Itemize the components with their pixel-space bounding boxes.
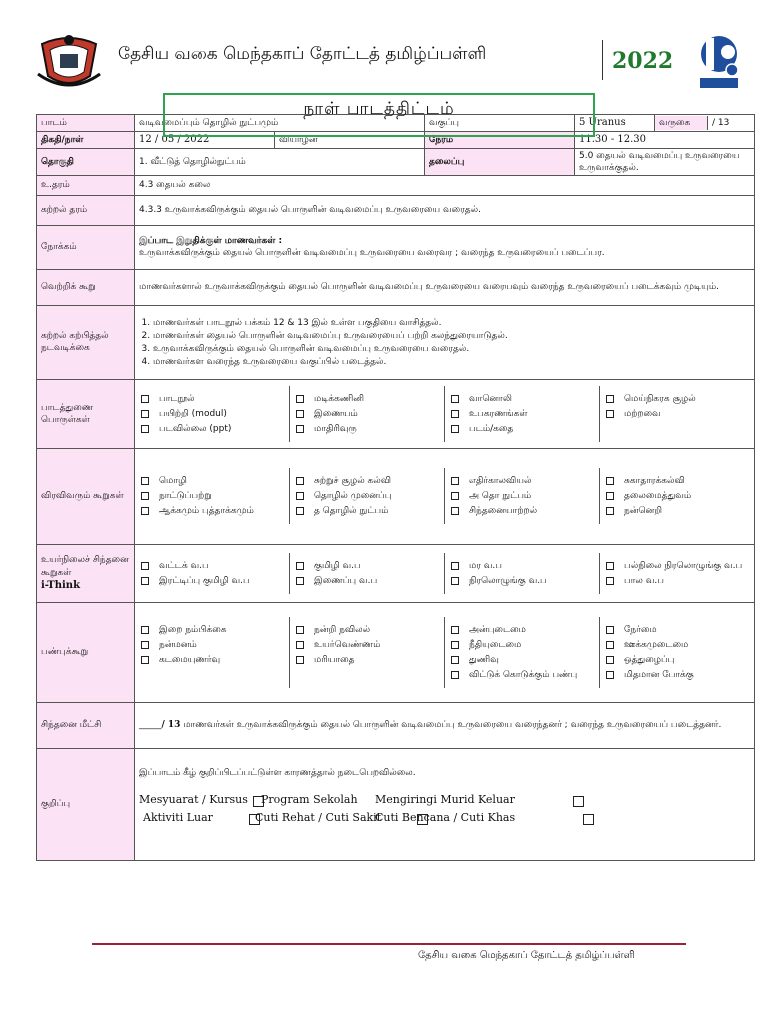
objective-line1: இப்பாட இறுதிக்குள் மாணவர்கள் : xyxy=(139,236,283,247)
objective-cell xyxy=(135,225,755,269)
hots-label: உயர்நிலைச் சிந்தனை கூறுகள் xyxy=(41,555,129,578)
materials-option-label: பயிற்றி (modul) xyxy=(159,408,227,419)
values-option-label: துணிவு xyxy=(469,654,499,665)
cross-checkbox[interactable] xyxy=(296,507,304,515)
values-option xyxy=(449,624,595,636)
cross-checkbox[interactable] xyxy=(141,492,149,500)
header-divider xyxy=(602,40,603,80)
standard-value: 4.3 தையல் கலை xyxy=(135,175,755,195)
attendance-value: / 13 xyxy=(707,116,754,130)
materials-checkbox[interactable] xyxy=(296,410,304,418)
cross-option xyxy=(139,505,285,517)
reflection-cell xyxy=(135,702,755,748)
reflection-text: மாணவர்கள் உருவாக்கவிருக்கும் தையல் பொருளின் வடிவமைப்பு உருவரையை வரைந்தனர் ; வரைந்த உருவரையைப் படைத்தனர். xyxy=(180,720,722,731)
learning-standard-label: கற்றல் தரம் xyxy=(37,195,135,225)
ithink-option xyxy=(604,560,750,572)
materials-grid xyxy=(135,379,755,448)
ithink-column xyxy=(289,553,444,594)
cross-option-label: சிந்தனையாற்றல் xyxy=(469,506,538,517)
cross-option-label: அ தொ நுட்பம் xyxy=(469,491,532,502)
ithink-checkbox[interactable] xyxy=(451,562,459,570)
activity-item: 4. மாணவர்கள வரைந்த உருவரையை வகுப்பில் படைத்தல். xyxy=(153,356,750,368)
objective-label: நோக்கம் xyxy=(37,225,135,269)
values-option-label: உயர்வெண்ணம் xyxy=(314,639,381,650)
ithink-option xyxy=(449,560,595,572)
materials-label: பாடத்துணை பொருள்கள் xyxy=(37,379,135,448)
ithink-option-label: நிரலொழுங்கு வ.ப xyxy=(469,575,547,586)
ithink-option xyxy=(604,575,750,587)
values-checkbox[interactable] xyxy=(451,626,459,634)
ithink-option xyxy=(139,575,285,587)
materials-column xyxy=(599,386,754,442)
values-checkbox[interactable] xyxy=(296,626,304,634)
cross-option xyxy=(449,475,595,487)
ithink-checkbox[interactable] xyxy=(141,562,149,570)
class-label: வகுப்பு xyxy=(429,117,459,128)
reason-program-checkbox[interactable] xyxy=(573,796,584,807)
materials-option xyxy=(294,423,440,435)
cross-option-label: நாட்டுப்பற்று xyxy=(159,491,212,502)
cross-checkbox[interactable] xyxy=(451,477,459,485)
ithink-option xyxy=(139,560,285,572)
date-label: திகதி/நாள் xyxy=(37,132,135,149)
ithink-option-label: இணைப்பு வ.ப xyxy=(314,575,378,586)
objective-line2: உருவாக்கவிருக்கும் தையல் பொருளின் வடிவமைப்பு உருவரையை வரைவர ; வரைந்த உருவரையைப் படைப்பர. xyxy=(139,248,605,259)
materials-option xyxy=(294,393,440,405)
cross-option-label: தொழில் முனைப்பு xyxy=(314,491,392,502)
ithink-checkbox[interactable] xyxy=(296,562,304,570)
reflection-label: சிந்தனை மீட்சி xyxy=(37,702,135,748)
anniversary-logo xyxy=(694,26,744,94)
topic-value: 5.0 தையல் வடிவமைப்பு உருவரையை உருவாக்குதல். xyxy=(575,148,755,175)
cross-option xyxy=(294,505,440,517)
values-checkbox[interactable] xyxy=(606,641,614,649)
materials-column xyxy=(289,386,444,442)
activities-label: கற்றல் கற்பித்தல் நடவடிக்கை xyxy=(37,305,135,379)
values-checkbox[interactable] xyxy=(606,671,614,679)
materials-option xyxy=(294,408,440,420)
cross-column xyxy=(599,468,754,524)
values-option xyxy=(604,669,750,681)
footer-school-name: தேசிய வகை மெந்தகாப் தோட்டத் தமிழ்ப்பள்ளி xyxy=(418,950,635,961)
theme-value: 1. வீட்டுத் தொழில்நுட்பம் xyxy=(135,148,425,175)
values-option xyxy=(449,639,595,651)
materials-checkbox[interactable] xyxy=(141,395,149,403)
subject-value: வடிவமைப்பும் தொழில் நுட்பமும் xyxy=(135,115,425,132)
ithink-checkbox[interactable] xyxy=(451,577,459,585)
materials-option-label: மாதிரிவுரு xyxy=(314,423,357,434)
cross-elements-grid xyxy=(135,448,755,544)
notes-label: குறிப்பு xyxy=(37,748,135,860)
ithink-option xyxy=(294,575,440,587)
page-title: நாள் பாடத்திட்டம் xyxy=(303,99,455,119)
values-option-label: மிதமான போக்கு xyxy=(624,669,694,680)
cross-checkbox[interactable] xyxy=(451,507,459,515)
cross-checkbox[interactable] xyxy=(606,492,614,500)
cross-option xyxy=(604,490,750,502)
values-checkbox[interactable] xyxy=(296,641,304,649)
values-option xyxy=(139,654,285,666)
reason-aktiviti: Aktiviti Luar xyxy=(143,810,213,824)
reason-cuti-rehat-checkbox[interactable] xyxy=(417,814,428,825)
ithink-label-cell xyxy=(37,544,135,602)
ithink-option-label: வட்டக் வ.ப xyxy=(159,560,209,571)
materials-option xyxy=(604,408,750,420)
materials-checkbox[interactable] xyxy=(606,410,614,418)
materials-option xyxy=(139,408,285,420)
cross-option xyxy=(139,475,285,487)
activities-cell xyxy=(135,305,755,379)
materials-option xyxy=(449,393,595,405)
values-option xyxy=(294,654,440,666)
cross-option xyxy=(604,505,750,517)
values-option-label: ஊக்கமுடைமை xyxy=(624,639,689,650)
reason-cuti-bencana: Cuti Bencana / Cuti Khas xyxy=(375,810,516,824)
values-checkbox[interactable] xyxy=(141,656,149,664)
reason-mesyuarat: Mesyuarat / Kursus xyxy=(139,792,248,806)
values-option xyxy=(604,639,750,651)
reflection-blank: _____ xyxy=(139,720,162,731)
materials-option xyxy=(449,423,595,435)
cross-column xyxy=(444,468,599,524)
materials-option xyxy=(139,393,285,405)
values-option xyxy=(604,654,750,666)
cross-checkbox[interactable] xyxy=(141,477,149,485)
ithink-option xyxy=(449,575,595,587)
school-crest-logo xyxy=(36,30,102,90)
materials-option-label: மற்றவை xyxy=(624,408,661,419)
cross-option-label: சுற்றுச் சூழல் கல்வி xyxy=(314,476,392,487)
values-checkbox[interactable] xyxy=(141,641,149,649)
values-option-label: நீதியுடைமை xyxy=(469,639,522,650)
values-option-label: இறை நம்பிக்கை xyxy=(159,624,227,635)
ithink-option xyxy=(294,560,440,572)
values-option xyxy=(139,624,285,636)
materials-option xyxy=(449,408,595,420)
lesson-plan-table xyxy=(36,114,755,861)
success-label: வெற்றிக் கூறு xyxy=(37,269,135,305)
learning-standard-value: 4.3.3 உருவாக்கவிருக்கும் தையல் பொருளின் வடிவமைப்பு உருவரையை வரைதல். xyxy=(135,195,755,225)
reason-cuti-rehat: Cuti Rehat / Cuti Sakit xyxy=(255,810,382,824)
reason-iringi: Mengiringi Murid Keluar xyxy=(375,792,515,806)
title-box xyxy=(163,93,595,137)
values-checkbox[interactable] xyxy=(451,671,459,679)
cross-option xyxy=(604,475,750,487)
cross-option xyxy=(449,505,595,517)
values-option xyxy=(294,624,440,636)
materials-option-label: வானொலி xyxy=(469,393,512,404)
materials-option-label: படம்/கதை xyxy=(469,423,514,434)
values-option xyxy=(449,669,595,681)
success-value: மாணவர்களால் உருவாக்கவிருக்கும் தையல் பொருளின் வடிவமைப்பு உருவரையை வரையவும் வரைந்த உருவரையைப் படைக்கவும் முடியும். xyxy=(135,269,755,305)
cross-checkbox[interactable] xyxy=(141,507,149,515)
notes-intro: இப்பாடம் கீழ் குறிப்பிடப்பட்டுள்ள காரணத்தால் நடைபெறவில்லை. xyxy=(139,767,416,778)
materials-checkbox[interactable] xyxy=(606,395,614,403)
standard-label: உ.தரம் xyxy=(37,175,135,195)
notes-cell xyxy=(135,748,755,860)
values-option xyxy=(449,654,595,666)
attendance-cell xyxy=(655,115,755,132)
values-checkbox[interactable] xyxy=(451,641,459,649)
cross-column xyxy=(135,468,289,524)
values-option xyxy=(139,639,285,651)
cross-option xyxy=(139,490,285,502)
values-option-label: மரியாதை xyxy=(314,654,355,665)
values-option-label: ஒத்துழைப்பு xyxy=(624,654,675,665)
values-column xyxy=(135,617,289,689)
values-option-label: கடமையுணர்வு xyxy=(159,654,221,665)
materials-option-label: படவில்லை (ppt) xyxy=(159,423,232,434)
materials-column xyxy=(135,386,289,442)
materials-checkbox[interactable] xyxy=(451,395,459,403)
activity-item: 2. மாணவர்கள் தையல் பொருளின் வடிவமைப்பு உருவரையைப் பற்றி கலந்துரையாடுதல். xyxy=(153,330,750,342)
reason-program: Program Sekolah xyxy=(261,792,358,806)
values-checkbox[interactable] xyxy=(451,656,459,664)
materials-option-label: மடிக்கணினி xyxy=(314,393,365,404)
materials-checkbox[interactable] xyxy=(451,425,459,433)
values-grid xyxy=(135,602,755,702)
cross-option xyxy=(294,475,440,487)
ithink-label: i-Think xyxy=(41,579,81,591)
materials-option-label: உபகரணங்கள் xyxy=(469,408,528,419)
ithink-checkbox[interactable] xyxy=(296,577,304,585)
day-value: வியாழன் xyxy=(275,132,425,149)
cross-option-label: எதிர்காலவியல் xyxy=(469,476,532,487)
materials-checkbox[interactable] xyxy=(141,410,149,418)
values-option-label: விட்டுக் கொடுக்கும் பண்பு xyxy=(469,669,578,680)
cross-checkbox[interactable] xyxy=(296,492,304,500)
materials-checkbox[interactable] xyxy=(141,425,149,433)
values-option-label: நேர்மை xyxy=(624,624,657,635)
ithink-checkbox[interactable] xyxy=(606,577,614,585)
date-value: 12 / 05 / 2022 xyxy=(135,132,275,149)
cross-checkbox[interactable] xyxy=(451,492,459,500)
values-option-label: நன்றி நவிலல் xyxy=(314,624,371,635)
values-option xyxy=(294,639,440,651)
materials-checkbox[interactable] xyxy=(451,410,459,418)
materials-option-label: இணையம் xyxy=(314,408,358,419)
reason-cuti-bencana-checkbox[interactable] xyxy=(583,814,594,825)
cross-option-label: தலைமைத்துவம் xyxy=(624,491,692,502)
ithink-option-label: பல்நிலை நிரலொழுங்கு வ.ப xyxy=(624,560,743,571)
ithink-column xyxy=(444,553,599,594)
values-option xyxy=(604,624,750,636)
materials-option-label: மெய்நிகரக சூழல் xyxy=(624,393,696,404)
ithink-column xyxy=(599,553,754,594)
ithink-option-label: குமிழி வ.ப xyxy=(314,560,361,571)
time-value: 11.30 - 12.30 xyxy=(575,132,755,149)
cross-option xyxy=(449,490,595,502)
materials-option-label: பாடநூல் xyxy=(159,393,195,404)
cross-column xyxy=(289,468,444,524)
ithink-checkbox[interactable] xyxy=(606,562,614,570)
values-checkbox[interactable] xyxy=(141,626,149,634)
class-value: 5 Uranus xyxy=(575,115,655,132)
materials-checkbox[interactable] xyxy=(296,425,304,433)
values-checkbox[interactable] xyxy=(606,626,614,634)
cross-checkbox[interactable] xyxy=(606,507,614,515)
ithink-grid xyxy=(135,544,755,602)
cross-option-label: நன்னெறி xyxy=(624,506,662,517)
materials-option xyxy=(139,423,285,435)
time-label: நேரம் xyxy=(425,132,575,149)
cross-checkbox[interactable] xyxy=(606,477,614,485)
header-year: 2022 xyxy=(612,48,674,74)
values-label: பண்புக்கூறு xyxy=(37,602,135,702)
ithink-option-label: இரட்டிப்பு குமிழி வ.ப xyxy=(159,575,250,586)
reflection-count: / 13 xyxy=(161,720,181,731)
cross-option xyxy=(294,490,440,502)
ithink-option-label: பால வ.ப xyxy=(624,575,664,586)
school-name-header: தேசிய வகை மெந்தகாப் தோட்டத் தமிழ்ப்பள்ளி xyxy=(118,44,487,64)
theme-label: தொகுதி xyxy=(37,148,135,175)
ithink-option-label: மர வ.ப xyxy=(469,560,502,571)
materials-column xyxy=(444,386,599,442)
activity-item: 1. மாணவர்கள் பாடநூல் பக்கம் 12 & 13 இல் உள்ள பகுதியை வாசித்தல். xyxy=(153,317,750,329)
cross-option-label: மொழி xyxy=(159,476,187,487)
values-column xyxy=(599,617,754,689)
activities-list xyxy=(139,317,750,369)
footer-divider xyxy=(92,943,686,945)
cross-option-label: த தொழில் நுட்பம் xyxy=(314,506,389,517)
activity-item: 3. உருவாக்கவிருக்கும் தையல் பொருளின் வடிவமைப்பு உருவரையை வரைதல். xyxy=(153,343,750,355)
materials-checkbox[interactable] xyxy=(296,395,304,403)
values-column xyxy=(444,617,599,689)
values-column xyxy=(289,617,444,689)
cross-elements-label: விரவிவரும் கூறுகள் xyxy=(37,448,135,544)
values-checkbox[interactable] xyxy=(296,656,304,664)
materials-option xyxy=(604,393,750,405)
topic-label: தலைப்பு xyxy=(425,148,575,175)
attendance-label: வருகை xyxy=(655,116,707,130)
cross-checkbox[interactable] xyxy=(296,477,304,485)
cross-option-label: ஆக்கமும் புத்தாக்கமும் xyxy=(159,506,254,517)
values-option-label: நன்மனம் xyxy=(159,639,197,650)
ithink-checkbox[interactable] xyxy=(141,577,149,585)
values-option-label: அன்புடைமை xyxy=(469,624,526,635)
values-checkbox[interactable] xyxy=(606,656,614,664)
cross-option-label: சுகாதாரக்கல்வி xyxy=(624,476,685,487)
subject-label: பாடம் xyxy=(37,115,135,132)
ithink-column xyxy=(135,553,289,594)
